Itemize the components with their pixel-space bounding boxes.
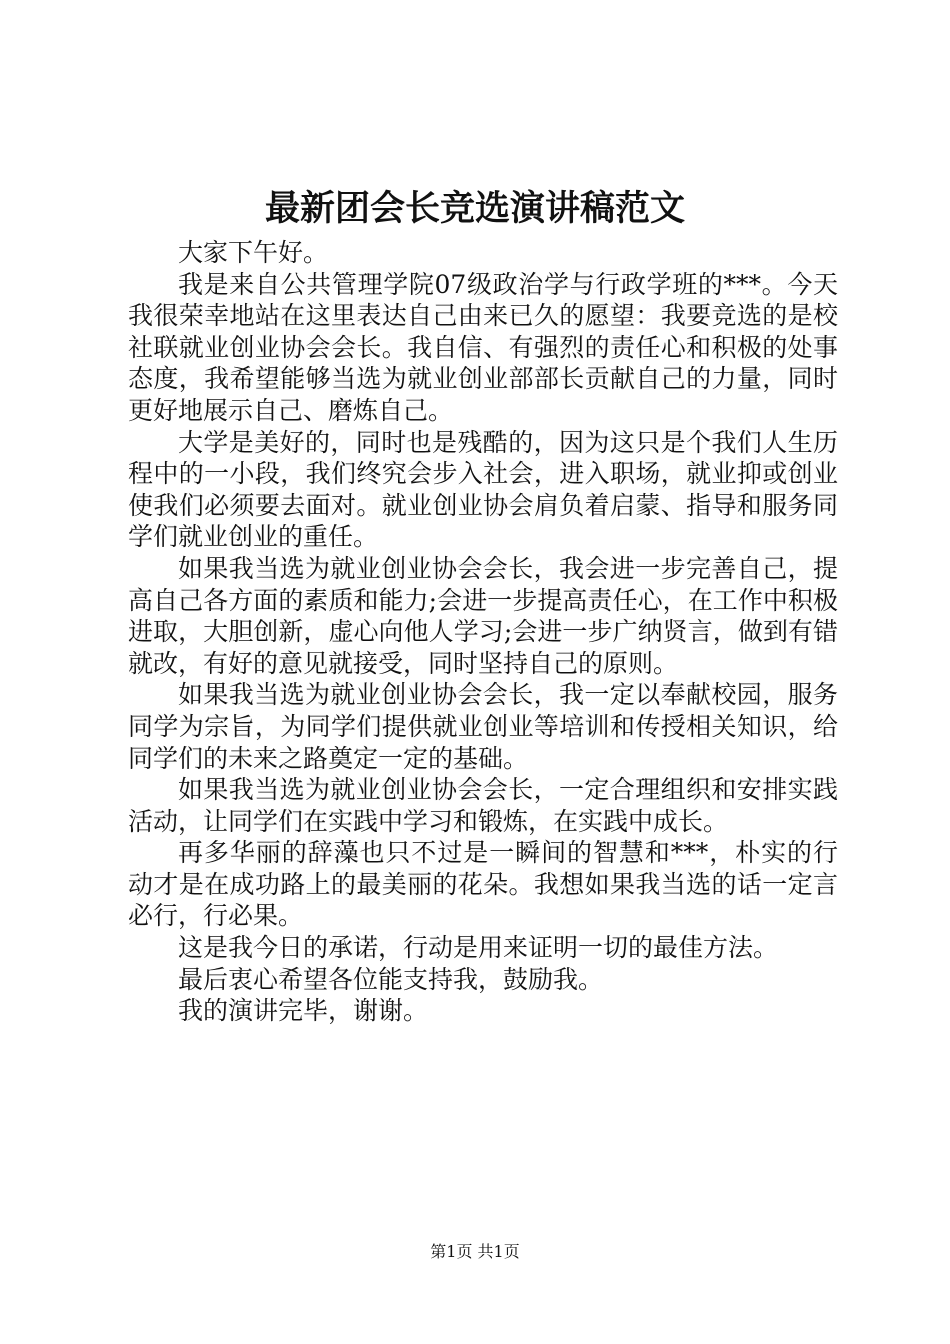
paragraph: 大家下午好。	[178, 238, 329, 267]
paragraph: 这是我今日的承诺，行动是用来证明一切的最佳方法。	[178, 933, 779, 963]
paragraph: 大学是美好的，同时也是残酷的，因为这只是个我们人生历程中的一小段，我们终究会步入社会，进入职场，就业抑或创业使我们必须要去面对。就业创业协会肩负着启蒙、指导和服务同学们就业创业的重任。	[128, 427, 838, 552]
document-title: 最新团会长竞选演讲稿范文	[264, 188, 685, 229]
page-footer: 第1页 共1页	[430, 1242, 520, 1261]
paragraph: 如果我当选为就业创业协会会长，我一定以奉献校园，服务同学为宗旨，为同学们提供就业创业等培训和传授相关知识，给同学们的未来之路奠定一定的基础。	[128, 680, 838, 773]
paragraph: 最后衷心希望各位能支持我，鼓励我。	[178, 964, 604, 994]
paragraph: 再多华丽的辞藻也只不过是一瞬间的智慧和***，朴实的行动才是在成功路上的最美丽的花朵。我想如果我当选的话一定言必行，行必果。	[128, 838, 838, 931]
paragraph: 如果我当选为就业创业协会会长，我会进一步完善自己，提高自己各方面的素质和能力;会进一步提高责任心，在工作中积极进取，大胆创新，虚心向他人学习;会进一步广纳贤言，做到有错就改，有好的意见就接受，同时坚持自己的原则。	[128, 553, 838, 678]
document-body	[128, 237, 838, 1027]
paragraph: 我是来自公共管理学院07级政治学与行政学班的***。今天我很荣幸地站在这里表达自己由来已久的愿望：我要竞选的是校社联就业创业协会会长。我自信、有强烈的责任心和积极的处事态度，我希望能够当选为就业创业部部长贡献自己的力量，同时更好地展示自己、磨炼自己。	[128, 269, 838, 425]
paragraph: 我的演讲完毕，谢谢。	[178, 996, 429, 1026]
paragraph: 如果我当选为就业创业协会会长，一定合理组织和安排实践活动，让同学们在实践中学习和锻炼，在实践中成长。	[128, 775, 838, 836]
